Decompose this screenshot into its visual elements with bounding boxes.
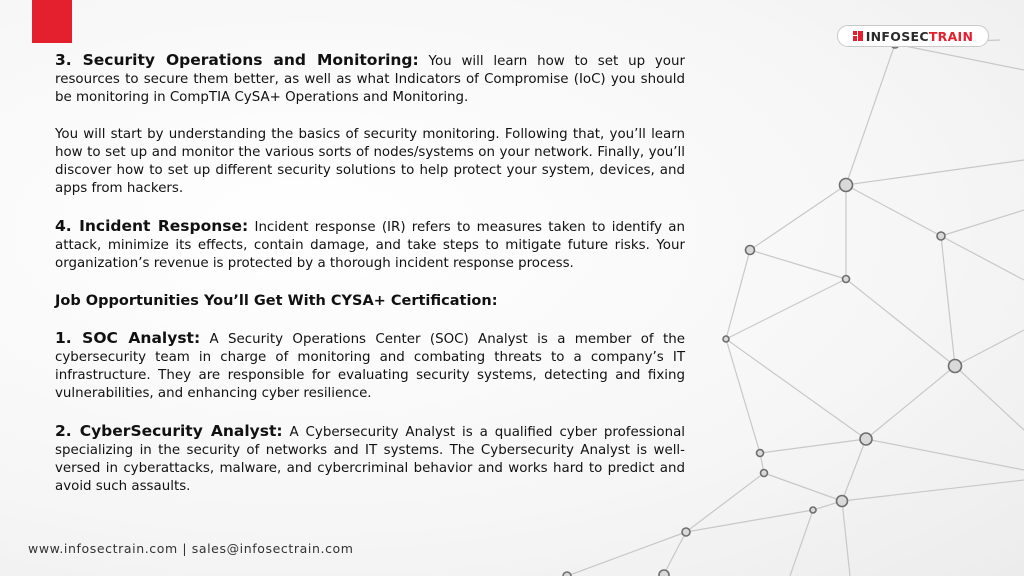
paragraph-security-operations xyxy=(55,51,685,107)
footer-contact: www.infosectrain.com | sales@infosectrain.com xyxy=(28,541,354,556)
document-body xyxy=(55,51,685,515)
text-security-operations: You will learn how to set up your resources to secure them better, as well as what Indicators of Compromise (IoC) you should be monitoring in CompTIA CySA+ Operations and Monitoring. xyxy=(55,54,685,105)
paragraph-monitoring-detail: You will start by understanding the basics of security monitoring. Following that, you’ll learn how to set up and monitor the various sorts of nodes/systems on your network. Finally, you’ll discover how to set up different security solutions to help protect your system, devices, and apps from hackers. xyxy=(55,127,685,196)
heading-incident-response: 4. Incident Response: xyxy=(55,217,249,235)
paragraph-soc-analyst xyxy=(55,329,685,403)
logo-mark-icon xyxy=(853,31,863,41)
text-soc-analyst: A Security Operations Center (SOC) Analyst is a member of the cybersecurity team in charge of monitoring and combating threats to a company’s IT infrastructure. They are responsible for evaluating security systems, detecting and fixing vulnerabilities, and enhancing cyber resilience. xyxy=(55,332,685,401)
text-incident-response: Incident response (IR) refers to measures taken to identify an attack, minimize its effects, contain damage, and take steps to mitigate future risks. Your organization’s revenue is protected by a thorough incident response process. xyxy=(55,220,685,271)
text-cybersecurity-analyst: A Cybersecurity Analyst is a qualified cyber professional specializing in the security of networks and IT systems. The Cybersecurity Analyst is well-versed in cyberattacks, malware, and cybercriminal behavior and works hard to predict and avoid such assaults. xyxy=(55,425,685,494)
heading-soc-analyst: 1. SOC Analyst: xyxy=(55,329,201,347)
paragraph-incident-response xyxy=(55,217,685,273)
job-opportunities-title: Job Opportunities You’ll Get With CYSA+ Certification: xyxy=(55,293,498,309)
logo-text xyxy=(866,29,974,44)
logo-text-red: TRAIN xyxy=(928,28,974,44)
heading-cybersecurity-analyst: 2. CyberSecurity Analyst: xyxy=(55,422,283,440)
paragraph-cybersecurity-analyst xyxy=(55,422,685,496)
logo-text-dark: INFOSEC xyxy=(865,28,929,44)
infosectrain-logo xyxy=(837,25,989,47)
heading-security-operations: 3. Security Operations and Monitoring: xyxy=(55,51,419,69)
